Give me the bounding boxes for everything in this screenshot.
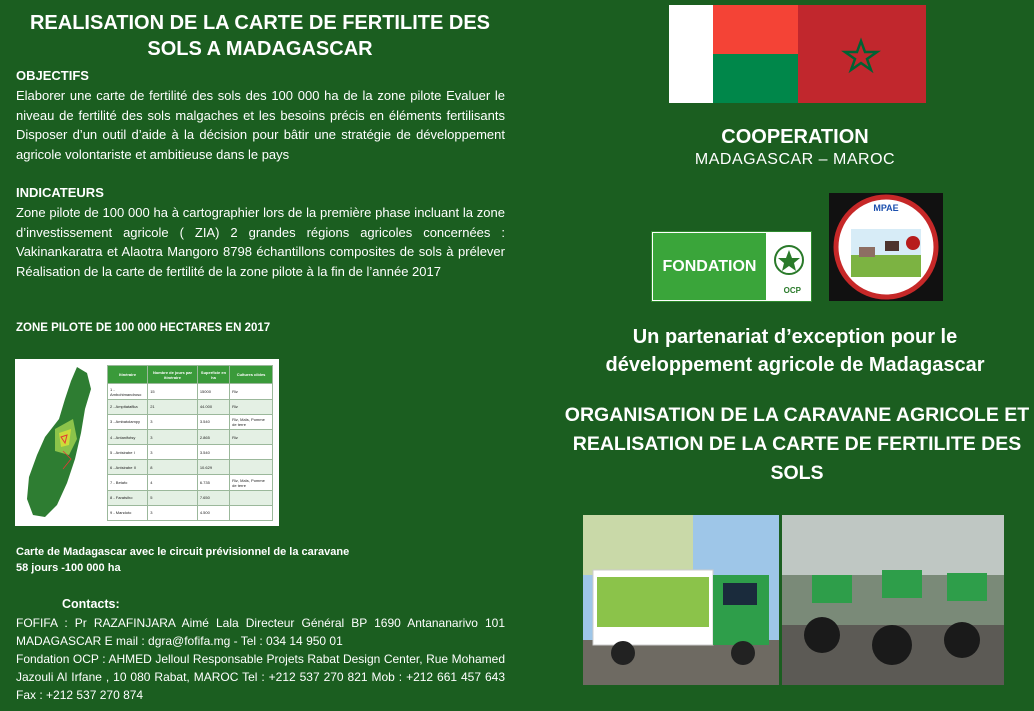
table-cell: Riz bbox=[230, 429, 273, 444]
table-cell: 4.500 bbox=[197, 505, 229, 520]
table-row bbox=[108, 414, 273, 429]
indicateurs-text: Zone pilote de 100 000 ha à cartographier lors de la première phase incluant la zone d’investissement agricole ( ZIA) 2 grandes régions agricoles concernées : Vakinankaratra et Alaotra Mangoro 8798 échantillons composites de sols à prélever Réalisation de la carte de fertilité de la zone pilote à la fin de l’année 2017 bbox=[16, 205, 505, 279]
itinerary-table bbox=[107, 365, 273, 521]
table-cell: 6.735 bbox=[197, 475, 229, 490]
mpae-logo bbox=[829, 193, 943, 301]
table-row bbox=[108, 445, 273, 460]
table-row bbox=[108, 460, 273, 475]
table-cell: 10.629 bbox=[197, 460, 229, 475]
contact-ocp: Fondation OCP : AHMED Jelloul Responsable Projets Rabat Design Center, Rue Mohamed Jazouli Al Irfane , 10 080 Rabat, MAROC Tel : +212 537 270 821 Mob : +212 661 457 643 Fax : +212 537 270 874 bbox=[16, 652, 505, 702]
ocp-small-text: OCP bbox=[783, 286, 801, 295]
table-cell: 4 bbox=[148, 475, 198, 490]
cooperation-title: COOPERATION bbox=[721, 126, 869, 148]
madagascar-morocco-flags bbox=[669, 5, 926, 103]
madagascar-map-figure bbox=[15, 359, 279, 526]
table-header: Cultures cibles bbox=[230, 366, 273, 384]
indicateurs-heading: INDICATEURS bbox=[16, 185, 104, 200]
table-cell: 3 bbox=[148, 414, 198, 429]
table-cell: 3 bbox=[148, 445, 198, 460]
table-row bbox=[108, 475, 273, 490]
contact-fofifa: FOFIFA : Pr RAZAFINJARA Aimé Lala Directeur Général BP 1690 Antananarivo 101 MADAGASCAR E mail : dgra@fofifa.mg - Tel : 034 14 950 01 bbox=[16, 616, 505, 648]
table-cell: 7.650 bbox=[197, 490, 229, 505]
table-header: Superficie en ha bbox=[197, 366, 229, 384]
table-row bbox=[108, 384, 273, 399]
table-cell: 4 - Antanifotsy bbox=[108, 429, 148, 444]
madagascar-map-image bbox=[15, 359, 107, 526]
right-panel bbox=[520, 0, 1034, 711]
table-row bbox=[108, 399, 273, 414]
ocp-label: FONDATION bbox=[653, 233, 766, 300]
table-row bbox=[108, 490, 273, 505]
table-cell: 7 - Betafo bbox=[108, 475, 148, 490]
table-cell: 3.540 bbox=[197, 445, 229, 460]
objectifs-text: Elaborer une carte de fertilité des sols des 100 000 ha de la zone pilote Evaluer le niveau de fertilité des sols malgaches et les besoins précis en éléments fertilisants Disposer d’un outil d’aide à la décision pour bâtir une stratégie de développement agricole volontariste et ambitieuse dans le pays bbox=[16, 88, 505, 162]
table-cell: Riz bbox=[230, 384, 273, 399]
table-cell: Riz bbox=[230, 399, 273, 414]
table-cell: 6 - Antsirabe II bbox=[108, 460, 148, 475]
table-cell bbox=[230, 460, 273, 475]
map-caption: Carte de Madagascar avec le circuit prévisionnel de la caravane bbox=[16, 546, 350, 558]
truck-photo bbox=[583, 515, 779, 685]
table-cell: 3 bbox=[148, 429, 198, 444]
motorcycles-photo bbox=[782, 515, 1004, 685]
organisation-heading: ORGANISATION DE LA CARAVANE AGRICOLE ET REALISATION DE LA CARTE DE FERTILITE DES SOLS bbox=[564, 404, 1030, 484]
table-cell: Riz, Maïs, Pomme de terre bbox=[230, 414, 273, 429]
table-cell: 2.865 bbox=[197, 429, 229, 444]
table-cell: 9 - Mandoto bbox=[108, 505, 148, 520]
table-cell: 15000 bbox=[197, 384, 229, 399]
table-cell: Riz, Maïs, Pomme de terre bbox=[230, 475, 273, 490]
zone-title: ZONE PILOTE DE 100 000 HECTARES EN 2017 bbox=[16, 322, 271, 334]
table-row bbox=[108, 429, 273, 444]
objectifs-heading: OBJECTIFS bbox=[16, 68, 89, 83]
table-cell: 21 bbox=[148, 399, 198, 414]
table-header: Nombre de jours par itinéraire bbox=[148, 366, 198, 384]
table-row bbox=[108, 505, 273, 520]
mpae-label: MPAE bbox=[873, 203, 899, 213]
table-cell bbox=[230, 490, 273, 505]
fondation-ocp-logo bbox=[651, 231, 812, 302]
table-cell bbox=[230, 445, 273, 460]
table-header: Itinéraire bbox=[108, 366, 148, 384]
table-cell bbox=[230, 505, 273, 520]
map-caption-sub: 58 jours -100 000 ha bbox=[16, 562, 121, 574]
table-cell: 15 bbox=[148, 384, 198, 399]
table-cell: 3.540 bbox=[197, 414, 229, 429]
table-cell: 8 - Faratsiho bbox=[108, 490, 148, 505]
table-cell: 1 - Ambohimandroso bbox=[108, 384, 148, 399]
table-cell: 8 bbox=[148, 460, 198, 475]
table-cell: 2 - Ampitatafika bbox=[108, 399, 148, 414]
main-title: REALISATION DE LA CARTE DE FERTILITE DES SOLS A MADAGASCAR bbox=[29, 12, 490, 60]
table-cell: 3 bbox=[148, 505, 198, 520]
table-cell: 44.000 bbox=[197, 399, 229, 414]
contacts-heading: Contacts: bbox=[62, 597, 120, 611]
table-cell: 5 bbox=[148, 490, 198, 505]
cooperation-subtitle: MADAGASCAR – MAROC bbox=[694, 151, 896, 168]
table-cell: 5 - Antsirabe I bbox=[108, 445, 148, 460]
table-cell: 3 - Ambatolampy bbox=[108, 414, 148, 429]
partnership-heading: Un partenariat d’exception pour le développement agricole de Madagascar bbox=[605, 326, 985, 376]
